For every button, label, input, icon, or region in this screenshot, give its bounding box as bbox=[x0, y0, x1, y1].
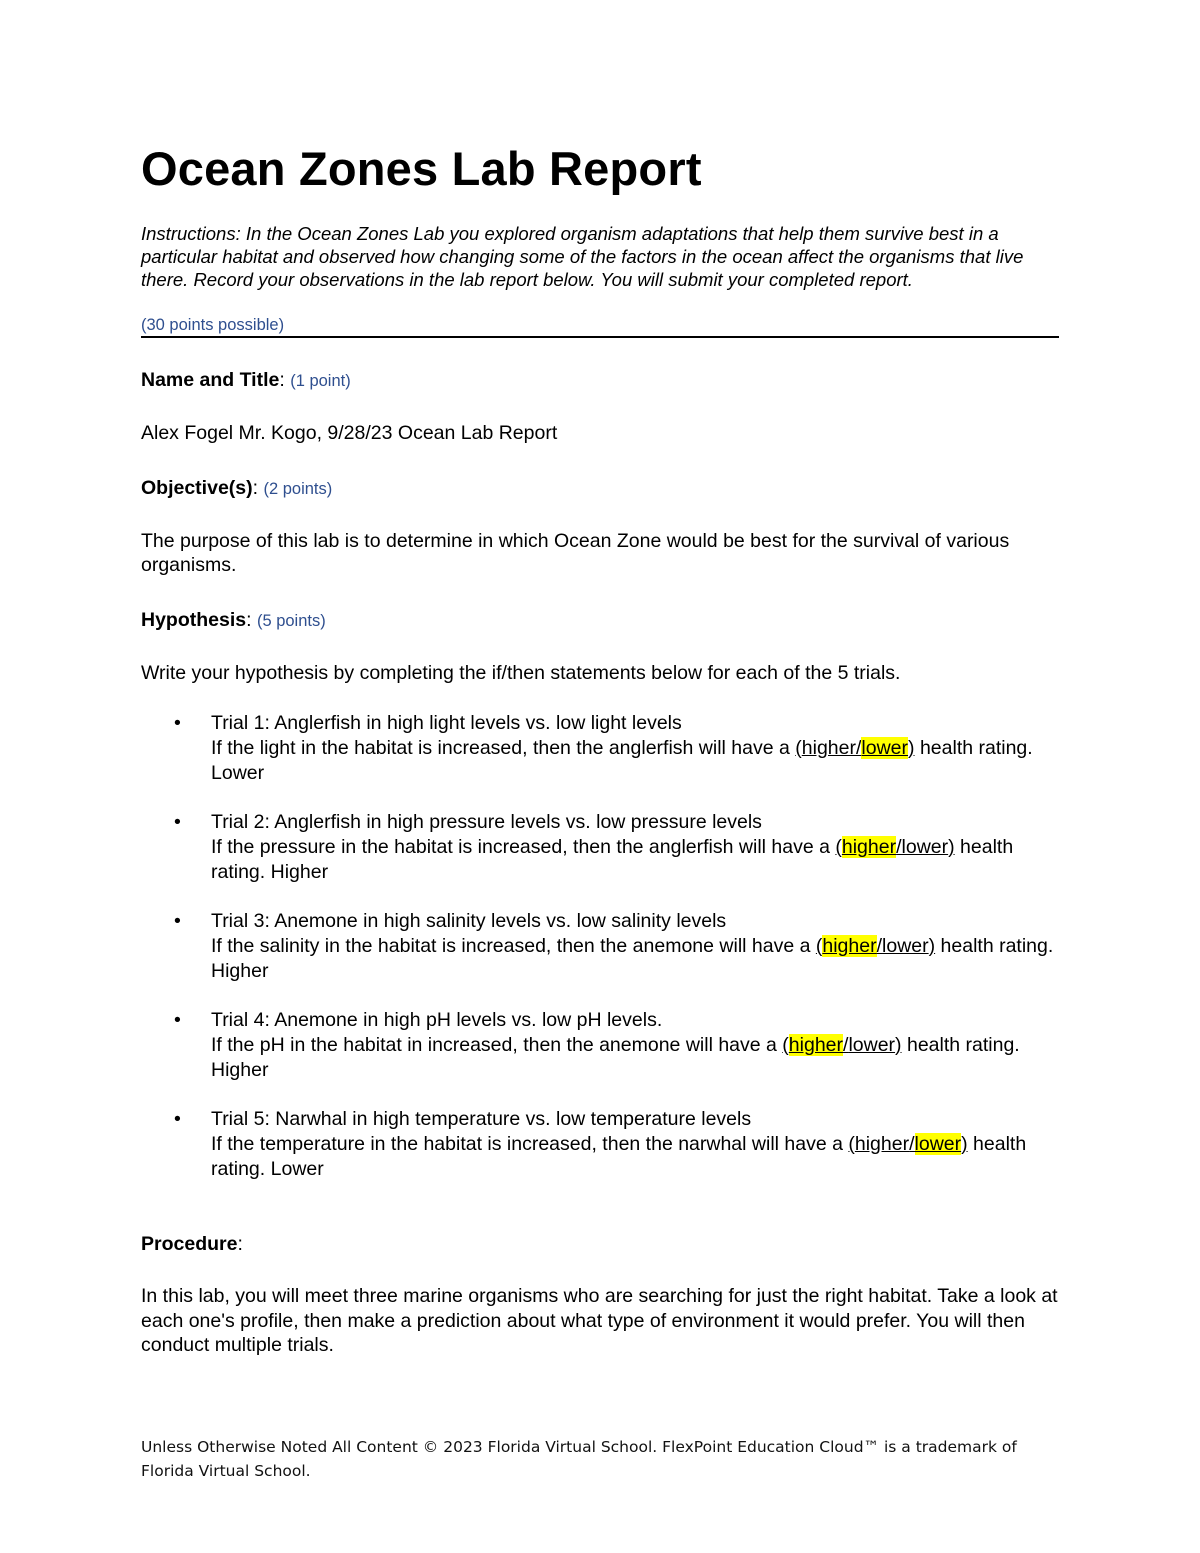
choice-higher: higher bbox=[801, 737, 856, 759]
trial-answer: Lower bbox=[270, 1158, 324, 1180]
list-item bbox=[141, 1107, 1059, 1182]
trial-title: Trial 5: Narwhal in high temperature vs. low temperature levels bbox=[211, 1108, 752, 1130]
procedure-label: Procedure bbox=[141, 1233, 238, 1255]
objective-answer: The purpose of this lab is to determine in which Ocean Zone would be best for the survival of various organisms. bbox=[141, 529, 1010, 576]
objective-heading: Objective(s): (2 points) bbox=[141, 476, 333, 499]
trial-choices: (higher/lower) bbox=[848, 1133, 968, 1155]
trial-rating-suffix: health rating. bbox=[919, 737, 1033, 759]
bullet-icon: • bbox=[174, 910, 181, 932]
procedure-heading: Procedure: bbox=[141, 1233, 243, 1255]
trial-choices: (higher/lower) bbox=[782, 1034, 902, 1056]
name-title-answer: Alex Fogel Mr. Kogo, 9/28/23 Ocean Lab Report bbox=[141, 422, 558, 444]
choice-lower: lower bbox=[848, 1034, 896, 1056]
copyright-footer: Unless Otherwise Noted All Content © 2023 Florida Virtual School. FlexPoint Education Cloud™ is a trademark of Florida Virtual School. bbox=[141, 1438, 1017, 1480]
list-item bbox=[141, 810, 1059, 885]
choice-lower: lower bbox=[882, 935, 929, 957]
trial-statement: If the light in the habitat is increased, then the anglerfish will have a bbox=[211, 737, 790, 759]
page-title: Ocean Zones Lab Report bbox=[141, 142, 702, 195]
name-title-points: (1 point) bbox=[290, 372, 351, 390]
objective-label: Objective(s) bbox=[141, 476, 253, 499]
trial-rating-suffix: health rating. bbox=[211, 1133, 1027, 1180]
choice-lower: lower bbox=[914, 1133, 962, 1155]
instructions-text: Instructions: In the Ocean Zones Lab you explored organism adaptations that help them survive best in a particular habitat and observed how changing some of the factors in the ocean affect the organisms that live there. Record your observations in the lab report below. You will submit your completed report. bbox=[141, 223, 1024, 290]
trial-rating-suffix: health rating. bbox=[906, 1034, 1020, 1056]
trial-answer: Higher bbox=[270, 861, 329, 883]
choice-higher: higher bbox=[822, 935, 877, 957]
trial-statement: If the salinity in the habitat is increased, then the anemone will have a bbox=[211, 935, 811, 957]
trial-title: Trial 2: Anglerfish in high pressure levels vs. low pressure levels bbox=[211, 811, 762, 833]
trial-title: Trial 3: Anemone in high salinity levels vs. low salinity levels bbox=[211, 910, 727, 932]
trial-list bbox=[141, 711, 1059, 1182]
trial-rating-suffix: health rating. bbox=[940, 935, 1054, 957]
bullet-icon: • bbox=[174, 1108, 181, 1130]
trial-title: Trial 4: Anemone in high pH levels vs. low pH levels. bbox=[211, 1009, 663, 1031]
trial-choices: (higher/lower) bbox=[815, 935, 936, 957]
bullet-icon: • bbox=[174, 712, 181, 734]
name-title-heading: Name and Title: (1 point) bbox=[141, 369, 351, 391]
hypothesis-intro: Write your hypothesis by completing the if/then statements below for each of the 5 trials. bbox=[141, 661, 901, 684]
list-item bbox=[141, 909, 1059, 984]
list-item bbox=[141, 711, 1059, 786]
points-possible-rule bbox=[141, 315, 1059, 338]
choice-higher: higher bbox=[854, 1133, 910, 1155]
hypothesis-label: Hypothesis bbox=[141, 608, 247, 631]
trial-title: Trial 1: Anglerfish in high light levels vs. low light levels bbox=[211, 712, 682, 734]
choice-higher: higher bbox=[841, 836, 897, 858]
trial-choices: (higher/lower) bbox=[835, 836, 955, 858]
trial-rating-suffix: health rating. bbox=[211, 836, 1014, 883]
trial-answer: Lower bbox=[211, 762, 265, 784]
choice-lower: lower bbox=[901, 836, 949, 858]
procedure-text: In this lab, you will meet three marine organisms who are searching for just the right habitat. Take a look at each one's profile, then make a prediction about what type of environment it would prefer. You will then conduct multiple trials. bbox=[141, 1285, 1058, 1356]
choice-lower: lower bbox=[861, 737, 909, 759]
hypothesis-heading: Hypothesis: (5 points) bbox=[141, 608, 326, 631]
trial-answer: Higher bbox=[211, 1059, 269, 1081]
name-title-label: Name and Title bbox=[141, 369, 280, 391]
document-page bbox=[141, 140, 1059, 1358]
hypothesis-points: (5 points) bbox=[256, 611, 326, 630]
bullet-icon: • bbox=[174, 1009, 181, 1031]
bullet-icon: • bbox=[174, 811, 181, 833]
list-item bbox=[141, 1008, 1059, 1083]
trial-statement: If the pressure in the habitat is increased, then the anglerfish will have a bbox=[211, 836, 830, 858]
choice-higher: higher bbox=[788, 1034, 844, 1056]
trial-choices: (higher/lower) bbox=[795, 737, 915, 759]
objective-points: (2 points) bbox=[263, 479, 333, 498]
points-possible: (30 points possible) bbox=[141, 316, 285, 334]
trial-answer: Higher bbox=[211, 960, 269, 982]
trial-statement: If the pH in the habitat in increased, then the anemone will have a bbox=[211, 1034, 777, 1056]
trial-statement: If the temperature in the habitat is increased, then the narwhal will have a bbox=[211, 1133, 843, 1155]
